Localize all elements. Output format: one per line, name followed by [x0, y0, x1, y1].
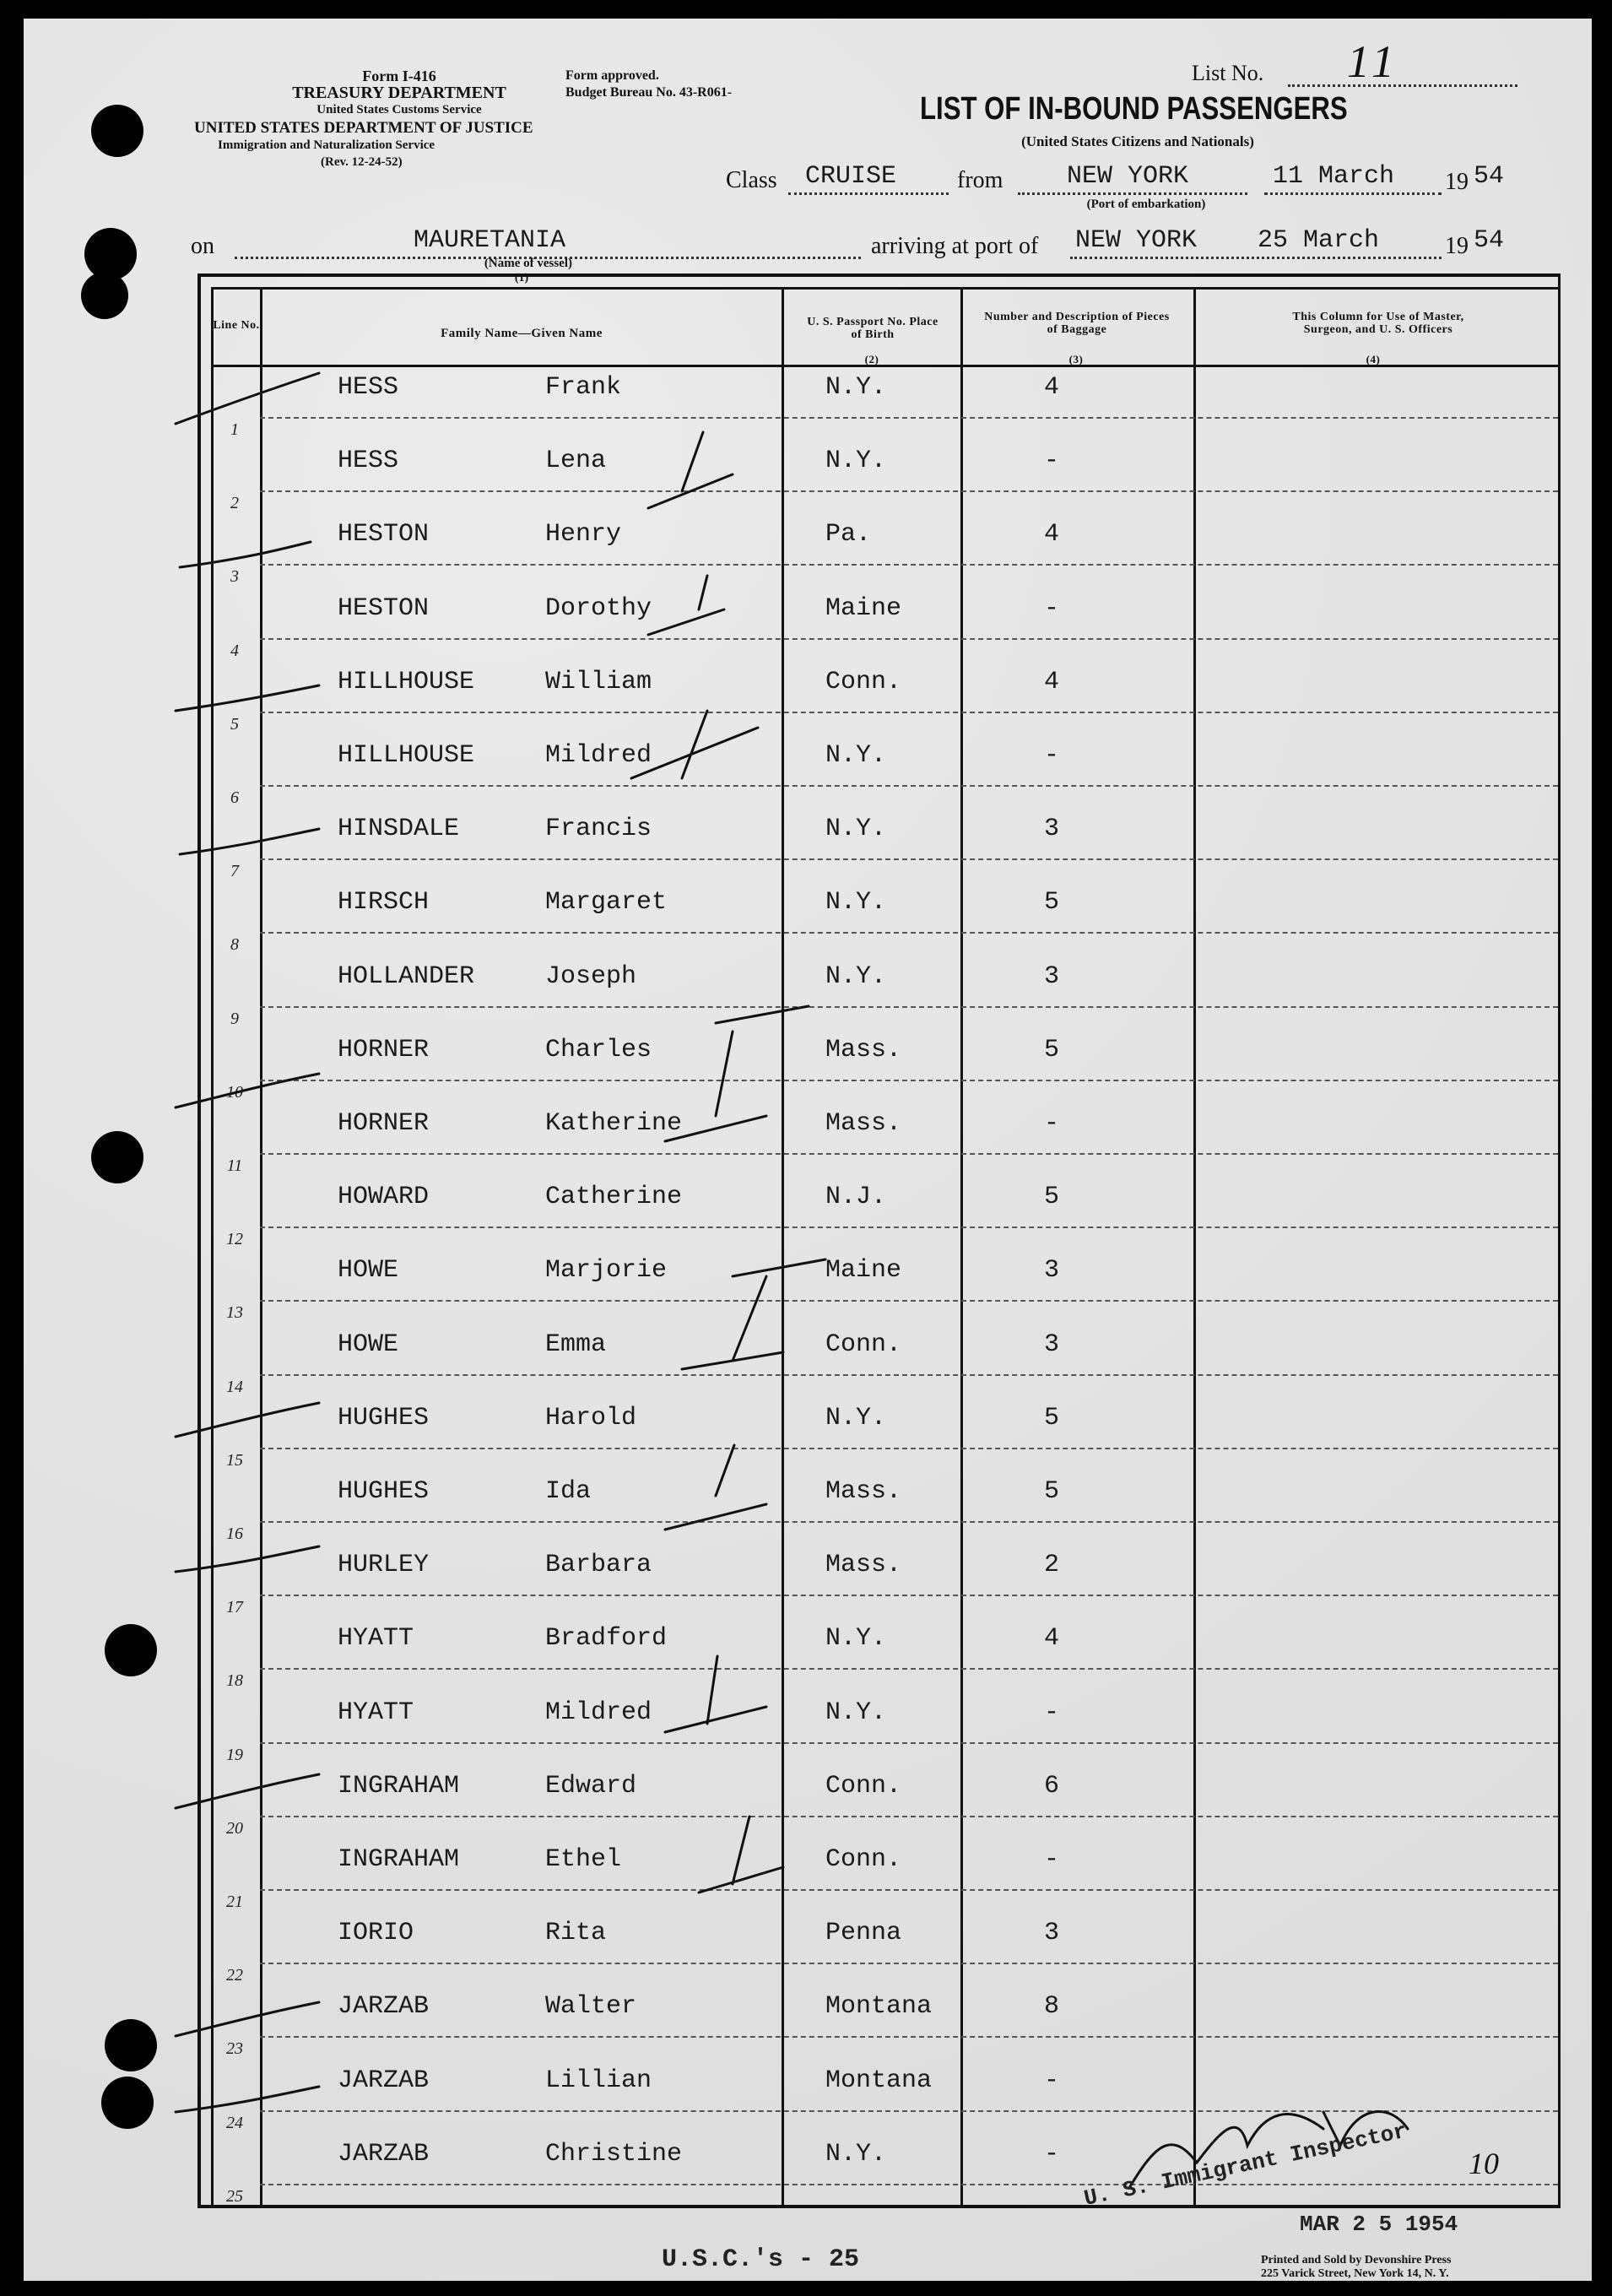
col-head-n2: (2) — [864, 353, 879, 366]
passenger-list-page — [24, 19, 1592, 2281]
given-name: Katherine — [545, 1109, 683, 1138]
place-of-birth: Conn. — [825, 667, 902, 696]
baggage-count: 4 — [1043, 1624, 1059, 1654]
line-number: 1 — [230, 420, 239, 439]
place-of-birth: N.Y. — [825, 815, 887, 844]
customs-service: United States Customs Service — [316, 103, 482, 116]
baggage-count: - — [1043, 2066, 1059, 2095]
place-of-birth: Mass. — [825, 1477, 902, 1506]
treasury-dept: TREASURY DEPARTMENT — [292, 84, 506, 102]
line-number: 17 — [226, 1598, 243, 1617]
baggage-count: 5 — [1043, 1403, 1059, 1432]
family-name: HUGHES — [338, 1403, 430, 1432]
line-number: 16 — [226, 1524, 243, 1543]
on-label: on — [191, 233, 214, 259]
arrival-date: 25 March — [1258, 226, 1380, 255]
place-of-birth: Montana — [825, 2066, 933, 2095]
baggage-count: - — [1043, 1845, 1059, 1874]
place-of-birth: N.Y. — [825, 1403, 887, 1432]
baggage-count: - — [1043, 447, 1059, 476]
baggage-count: - — [1043, 741, 1059, 770]
baggage-count: 5 — [1043, 1183, 1059, 1212]
baggage-count: - — [1043, 1109, 1059, 1138]
line-number: 2 — [230, 494, 239, 513]
line-number: 25 — [226, 2186, 243, 2206]
given-name: Francis — [545, 815, 652, 844]
list-no-label: List No. — [1192, 61, 1264, 85]
printer-line-2: 225 Varick Street, New York 14, N. Y. — [1261, 2267, 1449, 2280]
from-value: NEW YORK — [1067, 162, 1189, 191]
given-name: Ida — [545, 1477, 592, 1506]
col-head-baggage: Number and Description of Pieces of Baggage — [984, 311, 1170, 336]
printer-line-1: Printed and Sold by Devonshire Press — [1261, 2254, 1452, 2266]
place-of-birth: N.Y. — [825, 741, 887, 770]
family-name: HESTON — [338, 593, 430, 623]
baggage-count: 4 — [1043, 667, 1059, 696]
stamp-date: MAR 2 5 1954 — [1300, 2212, 1458, 2237]
place-of-birth: N.Y. — [825, 961, 887, 991]
place-of-birth: Conn. — [825, 1329, 902, 1359]
place-of-birth: N.J. — [825, 1183, 887, 1212]
given-name: Christine — [545, 2139, 683, 2169]
handwritten-marks — [24, 19, 1592, 2281]
line-number: 20 — [226, 1818, 243, 1838]
family-name: HYATT — [338, 1698, 414, 1727]
baggage-count: 4 — [1043, 520, 1059, 550]
family-name: INGRAHAM — [338, 1845, 460, 1874]
place-of-birth: Pa. — [825, 520, 872, 550]
line-number: 3 — [230, 567, 239, 587]
place-of-birth: N.Y. — [825, 373, 887, 402]
col-head-passport: U. S. Passport No. Place of Birth — [807, 316, 939, 341]
line-number: 9 — [230, 1009, 239, 1028]
baggage-count: 3 — [1043, 1256, 1059, 1286]
from-label: from — [957, 167, 1003, 193]
given-name: Margaret — [545, 888, 668, 918]
place-of-birth: N.Y. — [825, 1698, 887, 1727]
arrival-year: 54 — [1474, 226, 1505, 255]
place-of-birth: Mass. — [825, 1109, 902, 1138]
given-name: Charles — [545, 1035, 652, 1064]
class-label: Class — [726, 167, 777, 193]
baggage-count: 4 — [1043, 373, 1059, 402]
baggage-count: 5 — [1043, 1477, 1059, 1506]
given-name: Catherine — [545, 1183, 683, 1212]
family-name: HILLHOUSE — [338, 741, 475, 770]
list-no-value: 11 — [1347, 36, 1399, 87]
place-of-birth: Mass. — [825, 1035, 902, 1064]
col-head-name: Family Name—Given Name — [441, 327, 603, 340]
given-name: William — [545, 667, 652, 696]
place-of-birth: N.Y. — [825, 888, 887, 918]
given-name: Rita — [545, 1919, 607, 1948]
given-name: Edward — [545, 1771, 637, 1801]
citizen-count: U.S.C.'s - 25 — [662, 2245, 860, 2274]
given-name: Mildred — [545, 1698, 652, 1727]
baggage-count: - — [1043, 593, 1059, 623]
place-of-birth: Conn. — [825, 1845, 902, 1874]
col1-caption: (1) — [514, 272, 529, 284]
family-name: HILLHOUSE — [338, 667, 475, 696]
given-name: Bradford — [545, 1624, 668, 1654]
ins-service: Immigration and Naturalization Service — [218, 138, 435, 152]
time-note: 10 — [1469, 2147, 1499, 2180]
family-name: JARZAB — [338, 2139, 430, 2169]
line-number: 8 — [230, 935, 239, 955]
vessel-caption: (Name of vessel) — [484, 257, 573, 270]
line-number: 24 — [226, 2113, 243, 2132]
family-name: HOLLANDER — [338, 961, 475, 991]
class-value: CRUISE — [805, 162, 897, 191]
form-number: Form I-416 — [362, 68, 436, 84]
revision: (Rev. 12-24-52) — [321, 155, 403, 169]
family-name: HOWE — [338, 1329, 399, 1359]
family-name: HYATT — [338, 1624, 414, 1654]
baggage-count: 3 — [1043, 1919, 1059, 1948]
vessel-name: MAURETANIA — [414, 226, 566, 255]
dep-year-prefix: 19 — [1445, 169, 1469, 195]
col-head-officers: This Column for Use of Master, Surgeon, and U. S. Officers — [1292, 311, 1464, 336]
given-name: Frank — [545, 373, 622, 402]
place-of-birth: Conn. — [825, 1771, 902, 1801]
family-name: HESS — [338, 447, 399, 476]
page-title: LIST OF IN-BOUND PASSENGERS — [920, 91, 1348, 127]
line-number: 6 — [230, 788, 239, 807]
budget-bureau: Budget Bureau No. 43-R061- — [565, 85, 733, 100]
given-name: Emma — [545, 1329, 607, 1359]
col-head-n3: (3) — [1068, 353, 1084, 366]
page-subtitle: (United States Citizens and Nationals) — [1021, 133, 1254, 149]
place-of-birth: Mass. — [825, 1551, 902, 1580]
family-name: HOWARD — [338, 1183, 430, 1212]
departure-date: 11 March — [1273, 162, 1395, 191]
baggage-count: - — [1043, 1698, 1059, 1727]
place-of-birth: Maine — [825, 1256, 902, 1286]
baggage-count: - — [1043, 2139, 1059, 2169]
line-number: 21 — [226, 1893, 243, 1911]
given-name: Barbara — [545, 1551, 652, 1580]
departure-year: 54 — [1474, 162, 1505, 191]
given-name: Joseph — [545, 961, 637, 991]
given-name: Mildred — [545, 741, 652, 770]
family-name: JARZAB — [338, 2066, 430, 2095]
given-name: Marjorie — [545, 1256, 668, 1286]
line-number: 4 — [230, 641, 239, 660]
place-of-birth: Penna — [825, 1919, 902, 1948]
line-number: 14 — [226, 1377, 243, 1396]
place-of-birth: Maine — [825, 593, 902, 623]
line-number: 10 — [226, 1082, 243, 1102]
arr-year-prefix: 19 — [1445, 233, 1469, 259]
line-number: 11 — [226, 1156, 243, 1175]
baggage-count: 8 — [1043, 1992, 1059, 2022]
family-name: HESS — [338, 373, 399, 402]
family-name: HIRSCH — [338, 888, 430, 918]
place-of-birth: N.Y. — [825, 1624, 887, 1654]
family-name: HINSDALE — [338, 815, 460, 844]
given-name: Henry — [545, 520, 622, 550]
family-name: HUGHES — [338, 1477, 430, 1506]
line-number: 13 — [226, 1303, 243, 1323]
inspector-title: U. S. Immigrant Inspector — [1081, 2118, 1409, 2212]
place-of-birth: N.Y. — [825, 2139, 887, 2169]
given-name: Ethel — [545, 1845, 622, 1874]
baggage-count: 6 — [1043, 1771, 1059, 1801]
justice-dept: UNITED STATES DEPARTMENT OF JUSTICE — [194, 119, 533, 137]
port-caption: (Port of embarkation) — [1086, 198, 1206, 211]
family-name: HORNER — [338, 1109, 430, 1138]
given-name: Harold — [545, 1403, 637, 1432]
line-number: 12 — [226, 1230, 243, 1249]
given-name: Dorothy — [545, 593, 652, 623]
given-name: Walter — [545, 1992, 637, 2022]
place-of-birth: N.Y. — [825, 447, 887, 476]
family-name: INGRAHAM — [338, 1771, 460, 1801]
col-head-line: Line No. — [213, 319, 260, 332]
place-of-birth: Montana — [825, 1992, 933, 2022]
line-number: 5 — [230, 714, 239, 734]
line-number: 7 — [230, 862, 239, 881]
line-number: 23 — [226, 2039, 243, 2059]
given-name: Lena — [545, 447, 607, 476]
baggage-count: 3 — [1043, 815, 1059, 844]
baggage-count: 2 — [1043, 1551, 1059, 1580]
baggage-count: 5 — [1043, 1035, 1059, 1064]
form-approved: Form approved. — [565, 68, 659, 83]
baggage-count: 5 — [1043, 888, 1059, 918]
line-number: 15 — [226, 1450, 243, 1470]
given-name: Lillian — [545, 2066, 652, 2095]
arrival-port: NEW YORK — [1075, 226, 1198, 255]
family-name: IORIO — [338, 1919, 414, 1948]
family-name: HOWE — [338, 1256, 399, 1286]
arriving-label: arriving at port of — [871, 233, 1039, 259]
family-name: HESTON — [338, 520, 430, 550]
baggage-count: 3 — [1043, 1329, 1059, 1359]
line-number: 19 — [226, 1745, 243, 1764]
family-name: HORNER — [338, 1035, 430, 1064]
family-name: JARZAB — [338, 1992, 430, 2022]
baggage-count: 3 — [1043, 961, 1059, 991]
line-number: 22 — [226, 1966, 243, 1985]
line-number: 18 — [226, 1671, 243, 1691]
family-name: HURLEY — [338, 1551, 430, 1580]
col-head-n4: (4) — [1366, 353, 1381, 366]
